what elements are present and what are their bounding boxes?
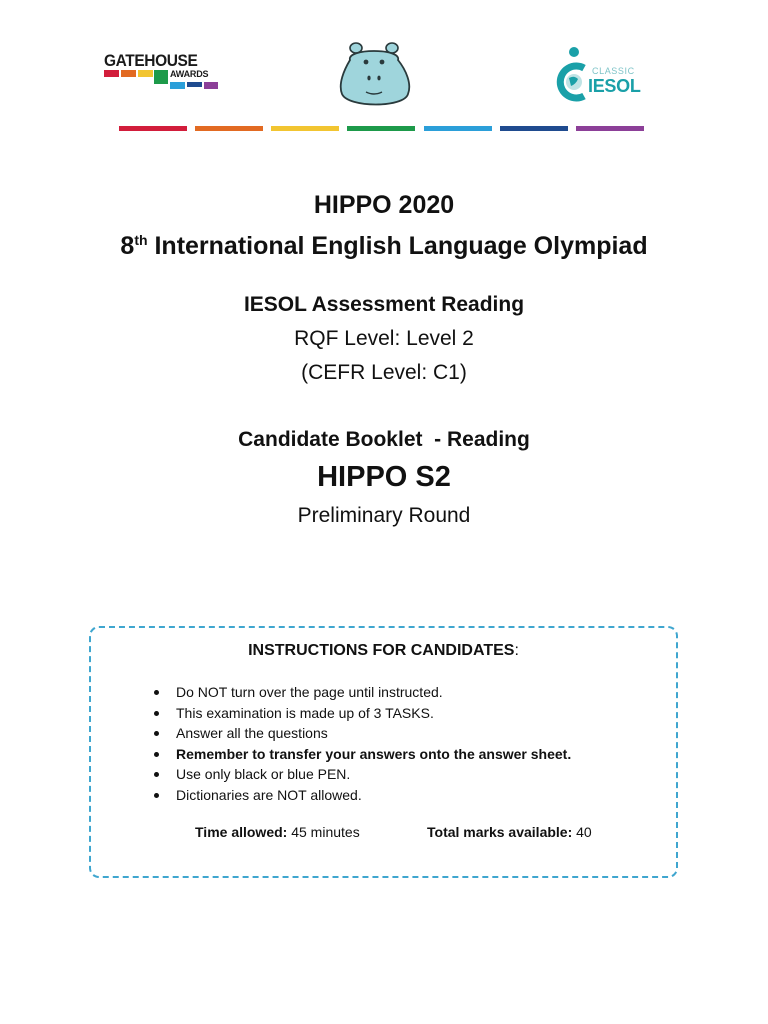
logo-block-green: [154, 70, 168, 84]
title-olympiad-text: International English Language Olympiad: [147, 232, 648, 260]
rqf-level: RQF Level: Level 2: [294, 327, 474, 350]
instruction-item: Do NOT turn over the page until instructed.: [151, 682, 571, 703]
logo-block-yellow: [138, 70, 153, 77]
logo-block-navy: [187, 82, 202, 87]
divider-segment-orange: [195, 126, 263, 131]
title-year: HIPPO 2020: [313, 191, 455, 219]
time-allowed-value: 45 minutes: [287, 824, 360, 840]
exam-code: HIPPO S2: [317, 461, 451, 493]
rainbow-divider: [119, 126, 644, 132]
cefr-level: (CEFR Level: C1): [301, 361, 467, 384]
assessment-title: IESOL Assessment Reading: [243, 293, 525, 316]
booklet-title: Candidate Booklet - Reading: [238, 428, 530, 451]
divider-segment-navy: [500, 126, 568, 131]
logo-block-purple: [204, 82, 218, 89]
instructions-heading-colon: :: [514, 642, 519, 659]
instructions-list: [151, 682, 571, 805]
classic-iesol-logo: [552, 44, 652, 108]
instruction-item: Remember to transfer your answers onto the answer sheet.: [151, 744, 571, 765]
instruction-item: Use only black or blue PEN.: [151, 764, 571, 785]
divider-segment-green: [347, 126, 415, 131]
gatehouse-awards-logo: [104, 52, 222, 92]
instruction-item: This examination is made up of 3 TASKS.: [151, 703, 571, 724]
total-marks-label: Total marks available:: [427, 824, 573, 840]
total-marks: [427, 824, 592, 840]
hippo-mascot-icon: [336, 40, 416, 112]
total-marks-value: 40: [572, 824, 592, 840]
divider-segment-blue: [424, 126, 492, 131]
divider-segment-yellow: [271, 126, 339, 131]
instructions-heading: [91, 642, 676, 660]
instruction-item: Dictionaries are NOT allowed.: [151, 785, 571, 806]
title-ordinal-suffix: th: [134, 232, 148, 248]
divider-segment-purple: [576, 126, 644, 131]
instructions-heading-text: INSTRUCTIONS FOR CANDIDATES: [248, 642, 515, 659]
instructions-box: [89, 626, 678, 878]
logo-block-red: [104, 70, 119, 77]
title-olympiad: [0, 232, 768, 261]
exam-round: Preliminary Round: [297, 504, 471, 527]
title-ordinal-number: 8: [120, 232, 135, 260]
iesol-logo-name: IESOL: [588, 76, 641, 96]
iesol-logo-classic: CLASSIC: [592, 66, 635, 76]
logo-block-blue: [170, 82, 185, 89]
divider-segment-red: [119, 126, 187, 131]
gatehouse-logo-word: GATEHOUSE: [104, 52, 198, 71]
instruction-item: Answer all the questions: [151, 723, 571, 744]
time-allowed-label: Time allowed:: [195, 824, 288, 840]
logo-block-orange: [121, 70, 136, 77]
gatehouse-logo-sub: AWARDS: [170, 69, 209, 79]
time-allowed: [195, 824, 360, 840]
